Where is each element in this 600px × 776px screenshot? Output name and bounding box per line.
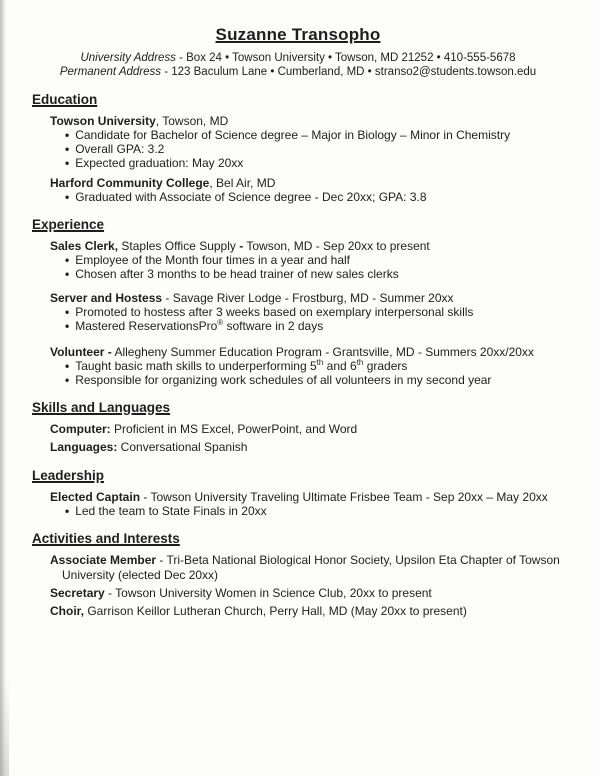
university-address-line [32,51,564,65]
experience-entry-sales-clerk [50,239,564,281]
activities-heading: Activities and Interests [32,531,180,546]
experience-entry-server-hostess [50,291,564,333]
activity-line-choir: Choir, Garrison Keillor Lutheran Church, Perry Hall, MD (May 20xx to present) [50,604,467,618]
computer-skills-line: Computer: Proficient in MS Excel, PowerPoint, and Word [50,422,358,436]
bullet-item: • Overall GPA: 3.2 [65,142,564,156]
leadership-entry-captain [50,490,564,518]
skills-heading: Skills and Languages [32,400,171,415]
bullet-item: • Led the team to State Finals in 20xx [65,504,564,518]
address-block [32,51,564,79]
entry-title-rest: , Towson, MD [155,114,229,128]
entry-title-rest: - Savage River Lodge - Frostburg, MD - Summer 20xx [162,291,454,305]
section-leadership [32,468,564,518]
entry-title [50,291,564,305]
bullet-item: • Candidate for Bachelor of Science degree – Major in Biology – Minor in Chemistry [65,128,564,142]
education-heading: Education [32,92,98,107]
line-label-bold: Associate Member [50,553,157,567]
section-activities-interests [32,531,564,619]
entry-title-bold: Sales Clerk, [50,239,119,253]
bullet-item: • Taught basic math skills to underperforming 5th and 6th graders [65,359,564,373]
entry-title-bold: Towson University [50,114,156,128]
entry-title-bold: Harford Community College [50,176,210,190]
education-entry-harford [50,176,564,204]
section-experience [32,217,564,387]
entry-title-rest: Towson, MD - Sep 20xx to present [243,239,430,253]
entry-title-dash: - [239,239,244,253]
languages-line: Languages: Conversational Spanish [50,440,248,454]
permanent-address-line [32,65,564,79]
experience-heading: Experience [32,217,105,232]
bullet-item: • Responsible for organizing work schedules of all volunteers in my second year [65,373,564,387]
entry-title-bold: Server and Hostess [50,291,163,305]
entry-title-rest: , Bel Air, MD [209,176,276,190]
bullet-list [50,359,564,387]
entry-title-rest: - Towson University Traveling Ultimate Frisbee Team - Sep 20xx – May 20xx [140,490,548,504]
bullet-list [50,128,564,170]
bullet-list [50,504,564,518]
entry-title [50,345,564,359]
page-title: Suzanne Transopho [215,25,381,44]
section-skills-languages [32,400,564,455]
bullet-item: • Promoted to hostess after 3 weeks based on exemplary interpersonal skills [65,305,564,319]
registered-trademark-symbol: ® [217,318,224,327]
line-label-bold: Languages: [50,440,118,454]
entry-title-bold: Elected Captain [50,490,141,504]
bullet-item: • Employee of the Month four times in a year and half [65,253,564,267]
line-label-bold: Secretary [50,586,105,600]
entry-title-bold: Volunteer - [50,345,112,359]
entry-title-rest: Staples Office Supply [118,239,240,253]
education-entry-towson [50,114,564,170]
resume-header [32,25,564,79]
activity-line-secretary: Secretary - Towson University Women in Science Club, 20xx to present [50,586,432,600]
ordinal-superscript: th [316,358,324,367]
leadership-heading: Leadership [32,468,105,483]
line-label-bold: Choir, [50,604,85,618]
university-address-label: University Address [80,52,176,64]
entry-title-rest: Allegheny Summer Education Program - Grantsville, MD - Summers 20xx/20xx [111,345,534,359]
ordinal-superscript: th [356,358,364,367]
bullet-list [50,253,564,281]
permanent-address-label: Permanent Address [59,66,162,78]
bullet-list [50,190,564,204]
bullet-item: • Mastered ReservationsPro® software in 2 days [65,319,564,333]
entry-title [50,490,564,504]
experience-entry-volunteer [50,345,564,387]
university-address-text: - Box 24 • Towson University • Towson, MD 21252 • 410-555-5678 [175,52,516,64]
bullet-list [50,305,564,333]
entry-title [50,239,564,253]
entry-title [50,176,564,190]
entry-title [50,114,564,128]
section-education [32,92,564,204]
activity-line-associate-member: Associate Member - Tri-Beta National Biological Honor Society, Upsilon Eta Chapter of Towson University (elected Dec 20xx) [50,553,560,582]
bullet-item: • Expected graduation: May 20xx [65,156,564,170]
bullet-item: • Graduated with Associate of Science degree - Dec 20xx; GPA: 3.8 [65,190,564,204]
line-label-bold: Computer: [50,422,111,436]
bullet-item: • Chosen after 3 months to be head trainer of new sales clerks [65,267,564,281]
permanent-address-text: - 123 Baculum Lane • Cumberland, MD • stranso2@students.towson.edu [161,66,537,78]
